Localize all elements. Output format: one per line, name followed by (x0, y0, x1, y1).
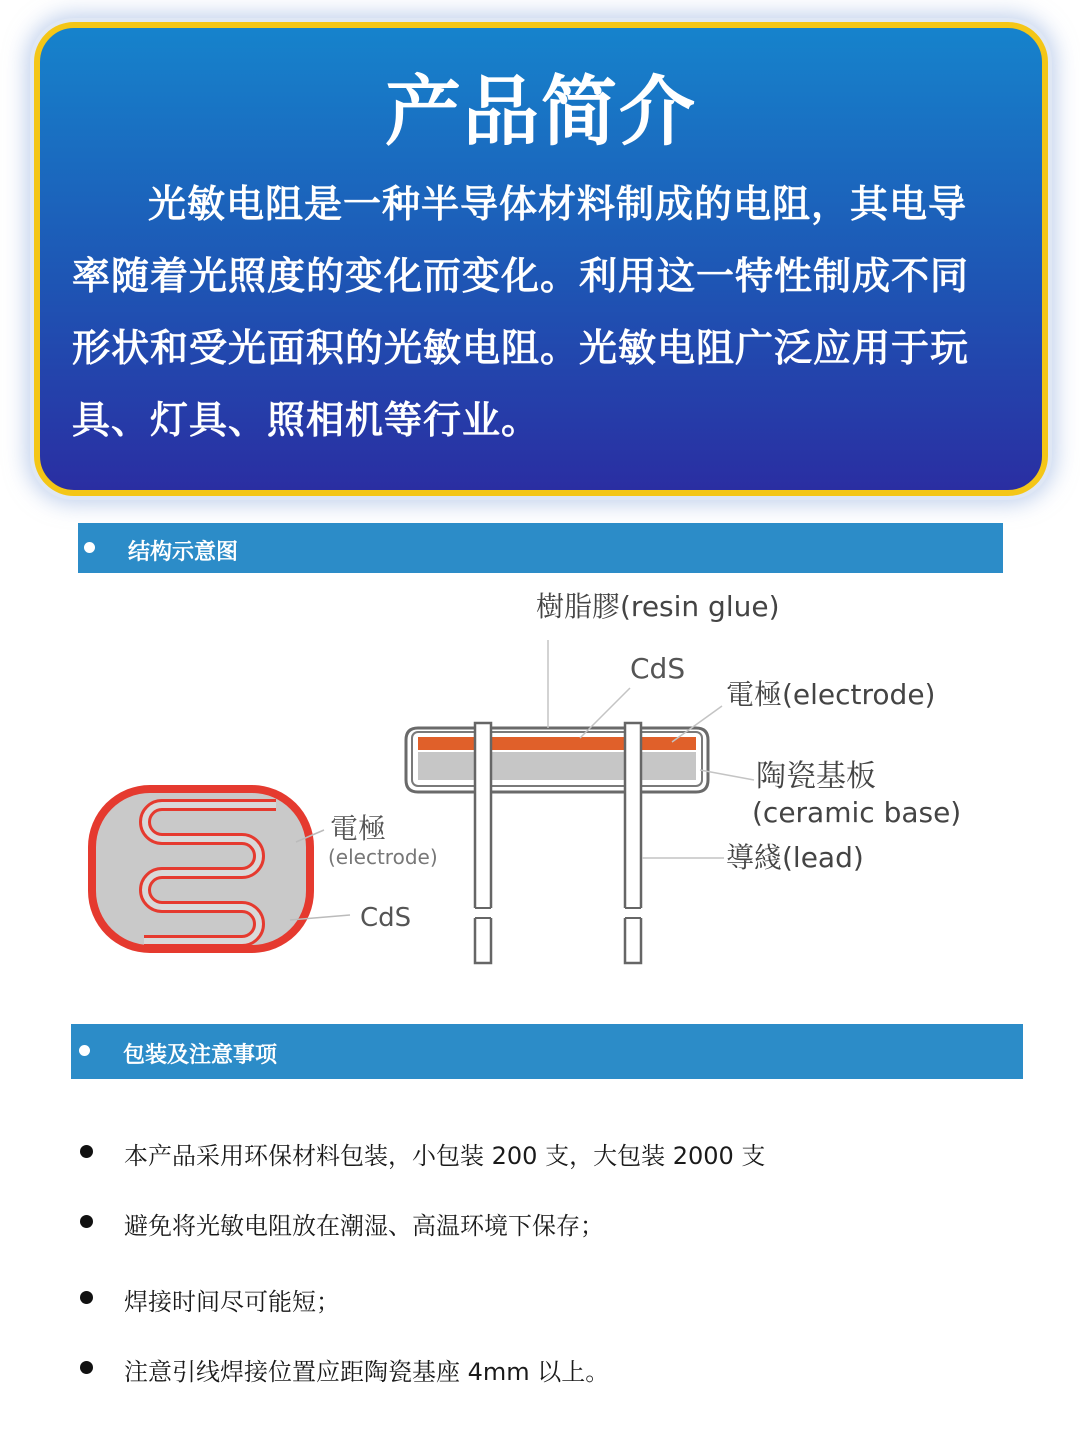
bullet-icon (84, 542, 95, 553)
intro-card (34, 22, 1048, 496)
structure-diagram (60, 580, 1020, 980)
label-cds-left: CdS (360, 903, 412, 933)
cds-electrode-layer (418, 737, 696, 750)
bullet-icon (80, 1361, 93, 1374)
packaging-section-title: 包装及注意事项 (123, 1043, 278, 1068)
list-item-text: 焊接时间尽可能短； (124, 1288, 340, 1316)
structure-section-header (78, 523, 1003, 573)
lead-right (625, 723, 641, 963)
label-ceramic-en: (ceramic base) (752, 796, 962, 829)
cross-section-photoresistor (406, 723, 708, 963)
bullet-icon (80, 1215, 93, 1228)
bullet-icon (80, 1291, 93, 1304)
list-item-text: 本产品采用环保材料包装，小包装 200 支，大包装 2000 支 (124, 1142, 766, 1170)
label-ceramic-cn: 陶瓷基板 (756, 759, 876, 794)
label-electrode-left-cn: 電極 (330, 812, 387, 845)
label-lead: 導綫(lead) (726, 841, 864, 874)
intro-body: 光敏电阻是一种半导体材料制成的电阻，其电导率随着光照度的变化而变化。利用这一特性制成不同形状和受光面积的光敏电阻。光敏电阻广泛应用于玩具、灯具、照相机等行业。 (72, 182, 970, 442)
intro-title: 产品简介 (385, 67, 697, 156)
label-resin-glue: 樹脂膠(resin glue) (536, 590, 780, 623)
list-item-text: 注意引线焊接位置应距陶瓷基座 4mm 以上。 (124, 1358, 610, 1386)
list-item-text: 避免将光敏电阻放在潮湿、高温环境下保存； (124, 1212, 604, 1240)
label-electrode-left-en: (electrode) (328, 845, 438, 869)
structure-section-title: 结构示意图 (128, 540, 239, 565)
lead-break-right (623, 908, 643, 918)
lead-break-left (473, 908, 493, 918)
bullet-icon (80, 1145, 93, 1158)
label-cds-top: CdS (630, 652, 686, 685)
top-view-photoresistor (88, 785, 350, 953)
label-electrode-right: 電極(electrode) (726, 678, 936, 711)
lead-left (475, 723, 491, 963)
bullet-icon (79, 1045, 90, 1056)
ceramic-base-layer (418, 752, 696, 780)
packaging-section-header (71, 1024, 1023, 1079)
